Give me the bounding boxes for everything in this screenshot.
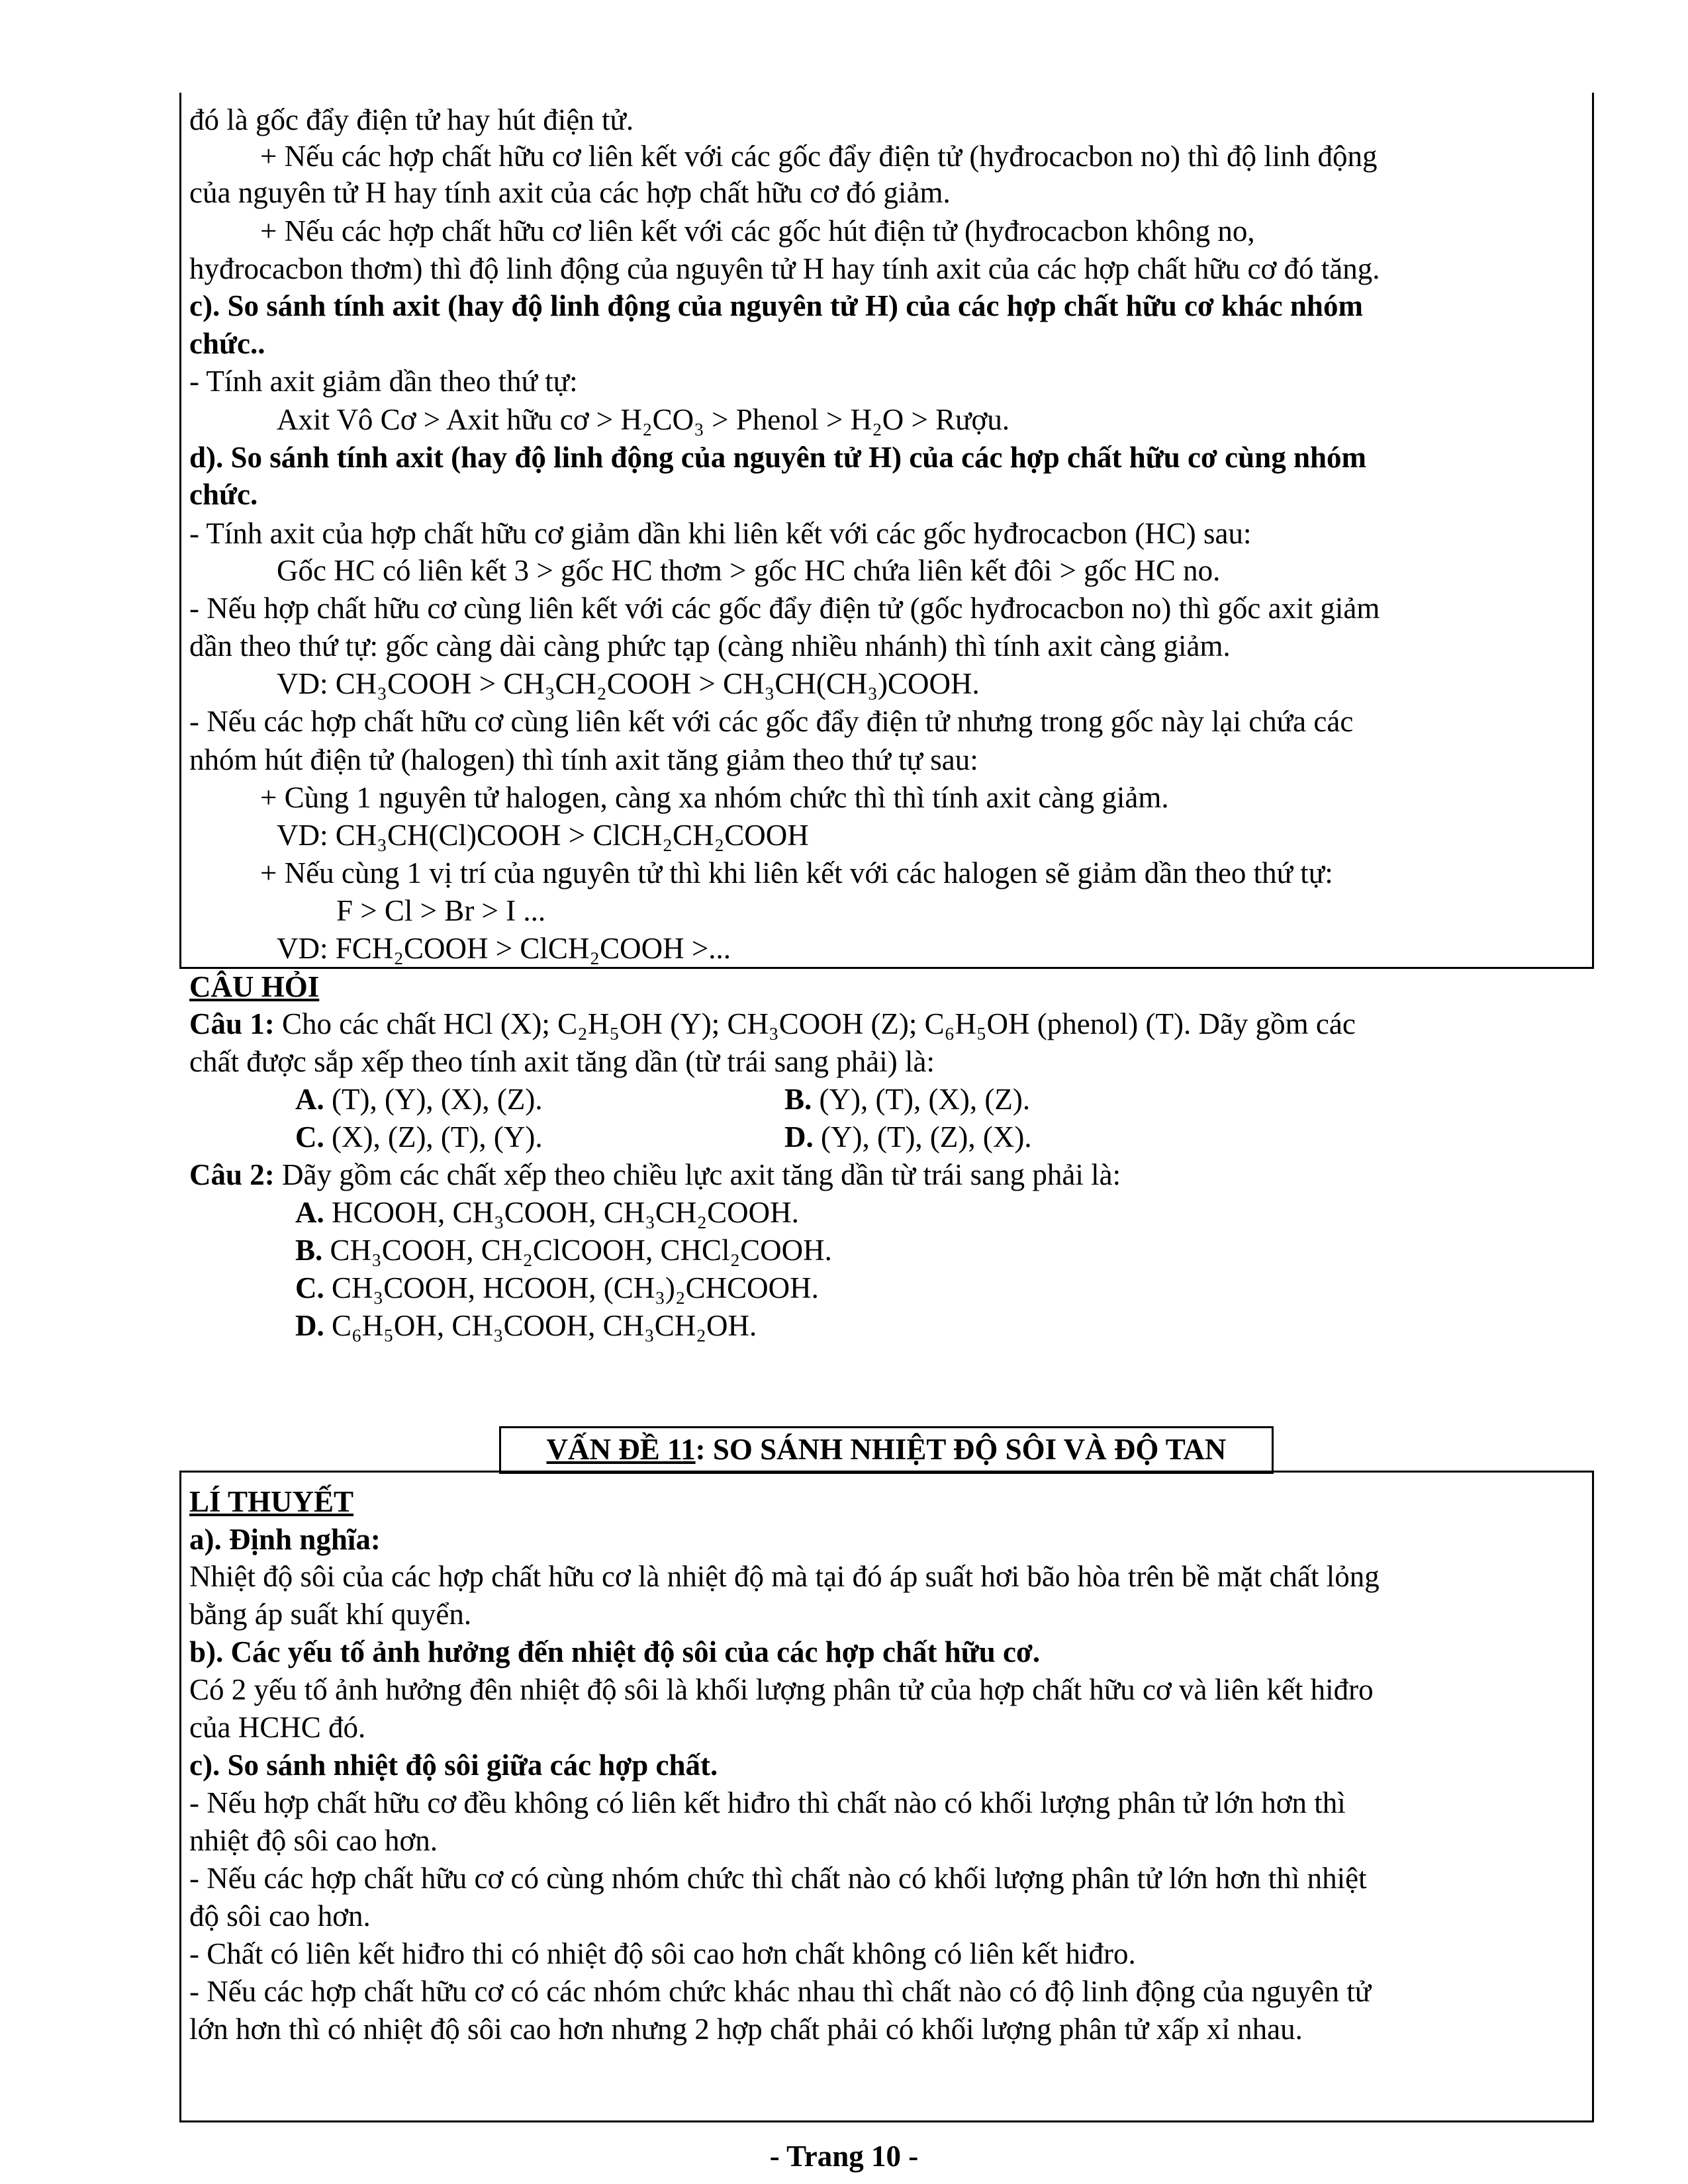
boiling-text-line: của HCHC đó. [189, 1711, 366, 1744]
q1-option-b-key: B. [784, 1083, 812, 1116]
acidity-text-line: chức.. [189, 327, 265, 360]
questions-heading: CÂU HỎI [189, 970, 320, 1003]
question-2-text: Dãy gồm các chất xếp theo chiều lực axit tăng dần từ trái sang phải là: [274, 1158, 1121, 1191]
acidity-text-line: - Tính axit của hợp chất hữu cơ giảm dần khi liên kết với các gốc hyđrocacbon (HC) sau: [189, 517, 1252, 550]
boiling-text-line: - Nếu các hợp chất hữu cơ có cùng nhóm chức thì chất nào có khối lượng phân tử lớn hơn thì nhiệt [189, 1862, 1367, 1895]
question-2-label: Câu 2: [189, 1158, 275, 1191]
acidity-text-line: + Cùng 1 nguyên tử halogen, càng xa nhóm chức thì thì tính axit càng giảm. [260, 781, 1169, 814]
boiling-text-line: Nhiệt độ sôi của các hợp chất hữu cơ là nhiệt độ mà tại đó áp suất hơi bão hòa trên bề mặt chất lỏng [189, 1560, 1380, 1593]
q2-option-a-text: HCOOH, CH₃COOH, CH₃CH₂COOH. [324, 1196, 799, 1229]
acidity-text-line: - Nếu hợp chất hữu cơ cùng liên kết với các gốc đẩy điện tử (gốc hyđrocacbon no) thì gốc axit giảm [189, 592, 1380, 625]
acidity-text-line: VD: CH₃COOH > CH₃CH₂COOH > CH₃CH(CH₃)COOH. [277, 667, 980, 700]
acidity-text-line: + Nếu các hợp chất hữu cơ liên kết với các gốc đẩy điện tử (hyđrocacbon no) thì độ linh động [260, 140, 1378, 173]
boiling-text-line: b). Các yếu tố ảnh hưởng đến nhiệt độ sôi của các hợp chất hữu cơ. [189, 1635, 1041, 1668]
topic-11-header [499, 1426, 1274, 1474]
q2-option-d[interactable] [295, 1306, 757, 1345]
q2-option-d-text: C₆H₅OH, CH₃COOH, CH₃CH₂OH. [324, 1309, 757, 1342]
boiling-text-line: lớn hơn thì có nhiệt độ sôi cao hơn nhưng 2 hợp chất phải có khối lượng phân tử xấp xỉ nhau. [189, 2013, 1303, 2046]
boiling-text-line: c). So sánh nhiệt độ sôi giữa các hợp chất. [189, 1749, 718, 1782]
topic-title: : SO SÁNH NHIỆT ĐỘ SÔI VÀ ĐỘ TAN [695, 1433, 1227, 1466]
page-footer: - Trang 10 - [769, 2140, 919, 2173]
q1-option-d-key: D. [784, 1120, 814, 1154]
acidity-text-line: VD: FCH₂COOH > ClCH₂COOH >... [277, 932, 731, 965]
acidity-text-line: + Nếu các hợp chất hữu cơ liên kết với các gốc hút điện tử (hyđrocacbon không no, [260, 214, 1255, 248]
q1-option-b[interactable] [784, 1080, 1030, 1118]
q1-option-d[interactable] [784, 1118, 1032, 1156]
q1-option-c[interactable] [295, 1118, 543, 1156]
acidity-text-line: d). So sánh tính axit (hay độ linh động của nguyên tử H) của các hợp chất hữu cơ cùng nhóm [189, 441, 1366, 474]
q2-option-a[interactable] [295, 1193, 799, 1232]
acidity-text-line: của nguyên tử H hay tính axit của các hợp chất hữu cơ đó giảm. [189, 176, 951, 209]
topic-number: VẤN ĐỀ 11 [546, 1433, 696, 1466]
q2-option-d-key: D. [295, 1309, 324, 1342]
acidity-text-line: - Tính axit giảm dần theo thứ tự: [189, 365, 578, 398]
q2-option-a-key: A. [295, 1196, 324, 1229]
acidity-text-line: chức. [189, 478, 258, 511]
q1-option-b-text: (Y), (T), (X), (Z). [812, 1083, 1031, 1116]
q2-option-c-key: C. [295, 1271, 324, 1304]
boiling-text-line: a). Định nghĩa: [189, 1523, 381, 1556]
acidity-text-line: VD: CH₃CH(Cl)COOH > ClCH₂CH₂COOH [277, 819, 809, 852]
acidity-text-line: Gốc HC có liên kết 3 > gốc HC thơm > gốc HC chứa liên kết đôi > gốc HC no. [277, 554, 1221, 587]
q1-option-a-text: (T), (Y), (X), (Z). [324, 1083, 543, 1116]
acidity-text-line: F > Cl > Br > I ... [336, 894, 546, 927]
q1-option-c-text: (X), (Z), (T), (Y). [324, 1120, 543, 1154]
q1-option-a[interactable] [295, 1080, 543, 1118]
acidity-text-line: nhóm hút điện tử (halogen) thì tính axit tăng giảm theo thứ tự sau: [189, 743, 978, 776]
acidity-text-line: hyđrocacbon thơm) thì độ linh động của nguyên tử H hay tính axit của các hợp chất hữu cơ đó tăng. [189, 252, 1380, 285]
question-1-text: Cho các chất HCl (X); C₂H₅OH (Y); CH₃COOH (Z); C₆H₅OH (phenol) (T). Dãy gồm các [274, 1007, 1356, 1040]
boiling-text-line: - Chất có liên kết hiđro thi có nhiệt độ sôi cao hơn chất không có liên kết hiđro. [189, 1937, 1136, 1970]
boiling-text-line: nhiệt độ sôi cao hơn. [189, 1824, 438, 1857]
q1-option-d-text: (Y), (T), (Z), (X). [813, 1120, 1032, 1154]
q2-option-b-key: B. [295, 1234, 323, 1267]
question-2-line-1 [189, 1156, 1121, 1194]
q2-option-c-text: CH₃COOH, HCOOH, (CH₃)₂CHCOOH. [324, 1271, 819, 1304]
boiling-text-line: - Nếu các hợp chất hữu cơ có các nhóm chức khác nhau thì chất nào có độ linh động của nguyên tử [189, 1975, 1372, 2008]
acidity-text-line: dần theo thứ tự: gốc càng dài càng phức tạp (càng nhiều nhánh) thì tính axit càng giảm. [189, 629, 1231, 662]
acidity-text-line: - Nếu các hợp chất hữu cơ cùng liên kết với các gốc đẩy điện tử nhưng trong gốc này lại chứa các [189, 705, 1354, 738]
q2-option-b[interactable] [295, 1231, 832, 1269]
acidity-text-line: Axit Vô Cơ > Axit hữu cơ > H₂CO₃ > Phenol > H₂O > Rượu. [277, 403, 1010, 436]
acidity-text-line: + Nếu cùng 1 vị trí của nguyên tử thì khi liên kết với các halogen sẽ giảm dần theo thứ tự: [260, 856, 1333, 889]
acidity-text-line: đó là gốc đẩy điện tử hay hút điện tử. [189, 103, 634, 136]
theory-label: LÍ THUYẾT [189, 1485, 354, 1518]
q2-option-c[interactable] [295, 1269, 819, 1307]
boiling-text-line: bằng áp suất khí quyển. [189, 1598, 472, 1631]
q2-option-b-text: CH₃COOH, CH₂ClCOOH, CHCl₂COOH. [322, 1234, 832, 1267]
question-1-line-1 [189, 1005, 1356, 1043]
boiling-text-line: độ sôi cao hơn. [189, 1899, 371, 1933]
q1-option-c-key: C. [295, 1120, 324, 1154]
boiling-text-line: - Nếu hợp chất hữu cơ đều không có liên kết hiđro thì chất nào có khối lượng phân tử lớn hơn thì [189, 1786, 1346, 1819]
q1-option-a-key: A. [295, 1083, 324, 1116]
acidity-text-line: c). So sánh tính axit (hay độ linh động của nguyên tử H) của các hợp chất hữu cơ khác nhóm [189, 289, 1363, 322]
boiling-text-line: Có 2 yếu tố ảnh hưởng đên nhiệt độ sôi là khối lượng phân tử của hợp chất hữu cơ và liên kết hiđro [189, 1673, 1374, 1706]
question-1-label: Câu 1: [189, 1007, 275, 1040]
question-1-line-2: chất được sắp xếp theo tính axit tăng dần (từ trái sang phải) là: [189, 1045, 935, 1078]
